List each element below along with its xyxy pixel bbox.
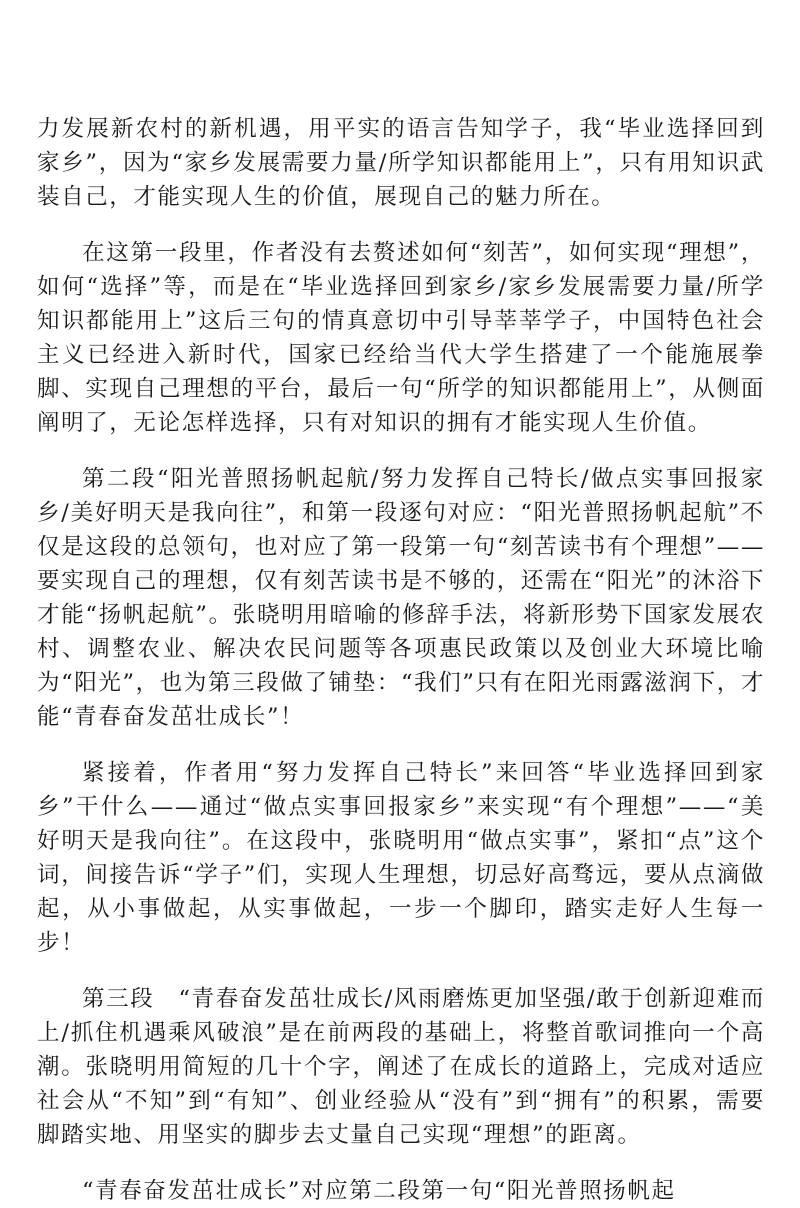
paragraph: 紧接着，作者用“努力发挥自己特长”来回答“毕业选择回到家乡”干什么——通过“做点实事回报家乡”来实现“有个理想”——“美好明天是我向往”。在这段中，张晓明用“做点实事”，紧扣“点”这个词，间接告诉“学子”们，实现人生理想，切忌好高骛远，要从点滴做起，从小事做起，从实事做起，一步一个脚印，踏实走好人生每一步！ <box>37 760 765 956</box>
paragraph: 第三段 “青春奋发茁壮成长/风雨磨炼更加坚强/敢于创新迎难而上/抓住机遇乘风破浪”是在前两段的基础上，将整首歌词推向一个高潮。张晓明用简短的几十个字，阐述了在成长的道路上，完成对适应社会从“不知”到“有知”、创业经验从“没有”到“拥有”的积累，需要脚踏实地、用坚实的脚步去丈量自己实现“理想”的距离。 <box>37 986 765 1148</box>
paragraph: “青春奋发茁壮成长”对应第二段第一句“阳光普照扬帆起 <box>82 1178 676 1204</box>
document-body <box>37 112 765 1208</box>
paragraph: 在这第一段里，作者没有去赘述如何“刻苦”，如何实现“理想”，如何“选择”等，而是在“毕业选择回到家乡/家乡发展需要力量/所学知识都能用上”这后三句的情真意切中引导莘莘学子，中国特色社会主义已经进入新时代，国家已经给当代大学生搭建了一个能施展拳脚、实现自己理想的平台，最后一句“所学的知识都能用上”，从侧面阐明了，无论怎样选择，只有对知识的拥有才能实现人生价值。 <box>37 240 765 436</box>
paragraph: 第二段“阳光普照扬帆起航/努力发挥自己特长/做点实事回报家乡/美好明天是我向往”，和第一段逐句对应：“阳光普照扬帆起航”不仅是这段的总领句，也对应了第一段第一句“刻苦读书有个理想”——要实现自己的理想，仅有刻苦读书是不够的，还需在“阳光”的沐浴下才能“扬帆起航”。张晓明用暗喻的修辞手法，将新形势下国家发展农村、调整农业、解决农民问题等各项惠民政策以及创业大环境比喻为“阳光”，也为第三段做了铺垫：“我们”只有在阳光雨露滋润下，才能“青春奋发茁壮成长”！ <box>37 466 765 730</box>
paragraph: 力发展新农村的新机遇，用平实的语言告知学子，我“毕业选择回到家乡”，因为“家乡发展需要力量/所学知识都能用上”，只有用知识武装自己，才能实现人生的价值，展现自己的魅力所在。 <box>37 116 765 210</box>
